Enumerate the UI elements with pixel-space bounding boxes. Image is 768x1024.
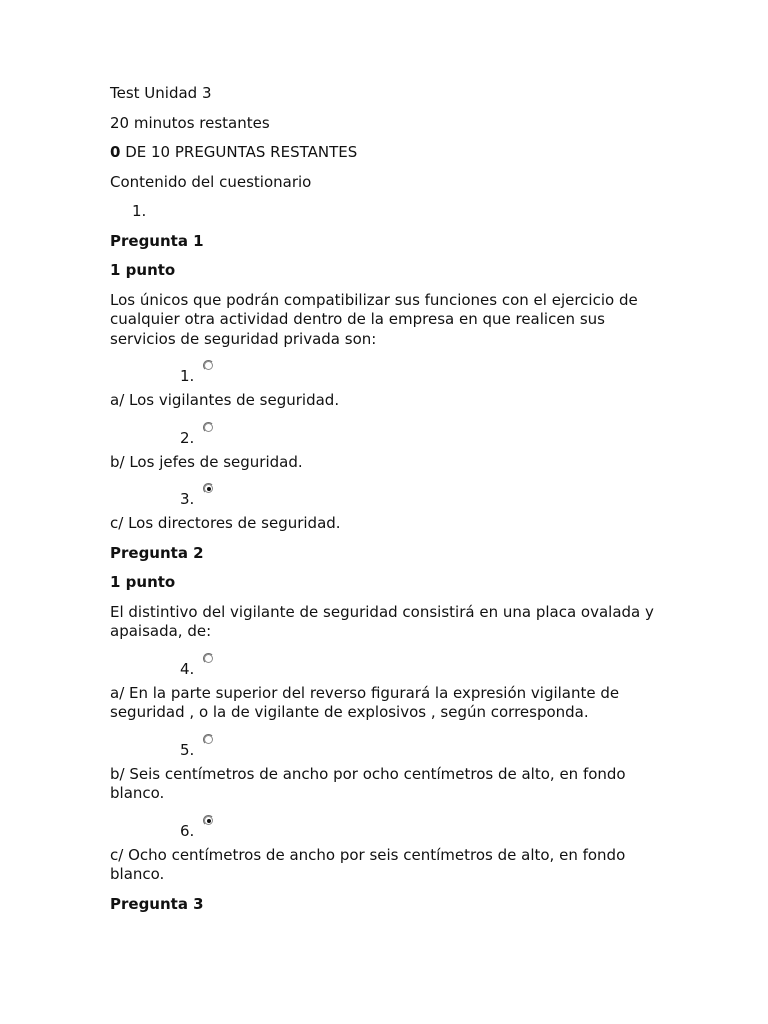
page-title: Test Unidad 3 [110, 84, 212, 102]
option-row [110, 733, 670, 757]
question-3 [110, 895, 670, 915]
radio-button-selected[interactable] [204, 484, 213, 493]
question-1 [110, 232, 670, 534]
option-text: b/ Los jefes de seguridad. [110, 452, 303, 471]
radio-button-selected[interactable] [204, 816, 213, 825]
question-title: Pregunta 3 [110, 894, 204, 913]
option-number: 4. [180, 659, 195, 678]
option-row [110, 421, 670, 445]
radio-button[interactable] [204, 654, 213, 663]
option-row [110, 652, 670, 676]
questions-remaining-label: DE 10 PREGUNTAS RESTANTES [120, 143, 358, 161]
question-points: 1 punto [110, 261, 176, 279]
question-text: El distintivo del vigilante de seguridad consistirá en una placa ovalada y apaisada, de: [110, 602, 654, 640]
option-row [110, 814, 670, 838]
option-number: 5. [180, 740, 195, 759]
option-text: c/ Ocho centímetros de ancho por seis centímetros de alto, en fondo blanco. [110, 845, 626, 883]
question-title: Pregunta 2 [110, 543, 204, 562]
option-row [110, 359, 670, 383]
option-text: b/ Seis centímetros de ancho por ocho centímetros de alto, en fondo blanco. [110, 764, 626, 802]
question-text: Los únicos que podrán compatibilizar sus funciones con el ejercicio de cualquier otra actividad dentro de la empresa en que realicen sus servicios de seguridad privada son: [110, 290, 638, 348]
option-number: 3. [180, 490, 195, 508]
questions-remaining [110, 143, 670, 163]
question-points: 1 punto [110, 573, 176, 591]
option-number: 6. [180, 821, 195, 840]
option-number: 2. [180, 428, 195, 447]
question-title: Pregunta 1 [110, 231, 204, 250]
radio-button[interactable] [204, 735, 213, 744]
option-text: a/ En la parte superior del reverso figurará la expresión vigilante de seguridad , o la de vigilante de explosivos , según corresponda. [110, 683, 620, 721]
quiz-document [110, 84, 670, 924]
radio-button[interactable] [204, 423, 213, 432]
option-text: a/ Los vigilantes de seguridad. [110, 391, 340, 409]
option-row [110, 482, 670, 506]
radio-button[interactable] [204, 361, 213, 370]
question-2 [110, 544, 670, 885]
content-heading: Contenido del cuestionario [110, 172, 312, 191]
questions-remaining-count: 0 [110, 143, 121, 161]
time-remaining: 20 minutos restantes [110, 113, 270, 132]
toc-item: 1. [132, 202, 147, 220]
option-text: c/ Los directores de seguridad. [110, 514, 341, 532]
option-number: 1. [180, 367, 195, 385]
